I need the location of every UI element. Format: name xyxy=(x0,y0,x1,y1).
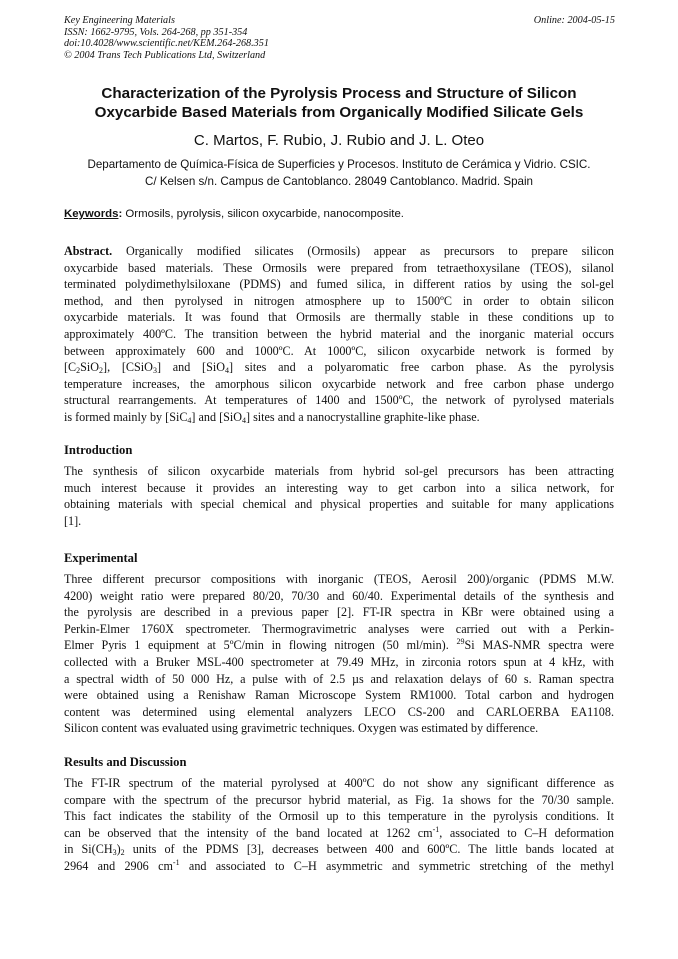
experimental-body xyxy=(64,571,614,737)
intro-line: much interest because it provides an interesting way to get carbon into a silica network, for xyxy=(64,480,614,495)
exp-line: were obtained using a Renishaw Raman Microscope System RM1000. Total carbon and hydrogen xyxy=(64,688,614,703)
paper-title xyxy=(60,84,618,122)
abstract-line: approximately 400ºC. The transition between the hybrid material and the inorganic material occurs xyxy=(64,326,614,341)
exp-line: Perkin-Elmer 1760X spectrometer. Thermogravimetric analyses were carried out with a Perkin- xyxy=(64,621,614,636)
keywords-colon: : xyxy=(118,208,123,220)
abstract-line: terminated polydimethylsiloxane (PDMS) and fumed silica, in different ratios by using the sol-gel xyxy=(64,277,614,292)
abstract-line: structural rearrangements. At temperatures of 1400 and 1500ºC, the network of pyrolysed materials xyxy=(64,393,614,408)
abstract-line: between approximately 600 and 1000ºC. At 1000ºC, silicon oxycarbide network is formed by xyxy=(64,343,614,358)
exp-line: collected with a Bruker MSL-400 spectrometer at 79.49 MHz, in zirconia rotors spun at 4 kHz, with xyxy=(64,654,614,669)
exp-line: 4200) weight ratio were prepared 80/20, 70/30 and 60/40. Experimental details of the synthesis and xyxy=(64,588,614,603)
experimental-heading: Experimental xyxy=(64,551,138,565)
journal-doi: doi:10.4028/www.scientific.net/KEM.264-268.351 xyxy=(64,38,269,50)
intro-line: obtaining materials with special chemical and physical properties and suitable for many applications xyxy=(64,497,614,512)
exp-line: Elmer Pyris 1 equipment at 5ºC/min in flowing nitrogen (50 ml/min). $^{29}$Si MAS-NMR spectra were xyxy=(64,637,614,653)
abstract-line: temperature increases, the amorphous silicon oxycarbide network and free carbon phase undergo xyxy=(64,376,614,391)
results-line: This fact indicates the stability of the Ormosil up to this temperature in the pyrolysis conditions. It xyxy=(64,809,614,824)
intro-line: [1]. xyxy=(64,513,82,528)
abstract-line-text: Organically modified silicates (Ormosils) appear as precursors to prepare silicon xyxy=(112,244,614,258)
introduction-heading: Introduction xyxy=(64,443,133,457)
abstract-line: $[C_2SiO_2]$, [CSiO$_3$] and [SiO$_4$] sites and a polyaromatic free carbon phase. As the pyrolysis xyxy=(64,360,614,376)
keywords-text: Ormosils, pyrolysis, silicon oxycarbide, nanocomposite. xyxy=(125,208,404,220)
exp-line: a spectral width of 50 000 Hz, a pulse with of 2.5 µs and relaxation delays of 60 s. Raman spectra xyxy=(64,671,614,686)
affiliation-line: Departamento de Química-Física de Superficies y Procesos. Instituto de Cerámica y Vidrio. CSIC. xyxy=(87,158,591,171)
intro-line: The synthesis of silicon oxycarbide materials from hybrid sol-gel precursors has been attracting xyxy=(64,464,614,478)
results-line: 2964 and 2906 $cm^{-1}$ and associated to C–H asymmetric and symmetric stretching of the methyl xyxy=(64,857,614,873)
journal-copyright: © 2004 Trans Tech Publications Ltd, Switzerland xyxy=(64,49,266,61)
title-line: Oxycarbide Based Materials from Organically Modified Silicate Gels xyxy=(94,104,584,121)
results-body xyxy=(64,775,614,875)
abstract xyxy=(64,243,614,426)
abstract-line: oxycarbide materials. It was found that Ormosils are thermally stable in these conditions up to xyxy=(64,310,614,325)
introduction-body xyxy=(64,463,614,529)
affiliation xyxy=(55,157,623,190)
results-heading: Results and Discussion xyxy=(64,755,187,769)
exp-line: Three different precursor compositions with inorganic (TEOS, Aerosil 200)/organic (PDMS M.W. xyxy=(64,572,614,586)
abstract-line: is formed mainly by [SiC$_4$] and [SiO$_4$] sites and a nanocrystalline graphite-like phase. xyxy=(64,409,480,425)
results-line: compare with the spectrum of the precursor hybrid material, as Fig. 1a shows for the 70/30 sample. xyxy=(64,792,614,807)
abstract-line xyxy=(64,243,614,260)
results-line: can be observed that the intensity of the band located at 1262 $cm^{-1}$, associated to C–H deformation xyxy=(64,824,614,840)
journal-name: Key Engineering Materials xyxy=(64,15,175,26)
exp-line: the pyrolysis are described in a previous paper [2]. FT-IR spectra in KBr were obtained using a xyxy=(64,605,614,620)
abstract-label: Abstract. xyxy=(64,244,113,258)
results-line: The FT-IR spectrum of the material pyrolysed at 400ºC do not show any significant difference as xyxy=(64,776,614,790)
authors: C. Martos, F. Rubio, J. Rubio and J. L. Oteo xyxy=(193,132,485,149)
affiliation-line: C/ Kelsen s/n. Campus de Cantoblanco. 28049 Cantoblanco. Madrid. Spain xyxy=(145,174,533,188)
abstract-line: method, and then pyrolysed in nitrogen atmosphere up to 1500ºC in order to obtain silicon xyxy=(64,293,614,308)
keywords xyxy=(64,206,616,222)
exp-line: Silicon content was evaluated using gravimetric techniques. Oxygen was estimated by difference. xyxy=(64,721,539,736)
keywords-label: Keywords xyxy=(64,208,119,220)
exp-line: content was determined using elemental analyzers LECO CS-200 and CARLOERBA EA1108. xyxy=(64,704,614,719)
abstract-line: oxycarbide based materials. These Ormosils were prepared from tetraethoxysilane (TEOS), silanol xyxy=(64,260,614,275)
online-date: Online: 2004-05-15 xyxy=(533,15,615,26)
title-line: Characterization of the Pyrolysis Process and Structure of Silicon xyxy=(101,85,577,102)
results-line: in $Si(CH_3)_2$ units of the PDMS [3], decreases between 400 and 600ºC. The little bands located at xyxy=(64,842,614,858)
journal-issn: ISSN: 1662-9795, Vols. 264-268, pp 351-354 xyxy=(64,26,248,38)
journal-header xyxy=(64,15,484,61)
